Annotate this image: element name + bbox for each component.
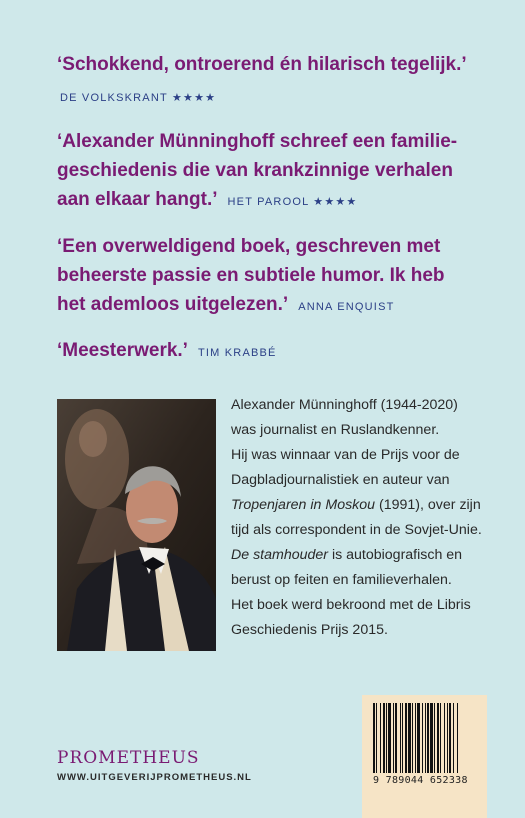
quote-line: ‘Een overweldigend boek, geschreven met	[57, 236, 441, 257]
bio-line: Het boek werd bekroond met de Libris	[231, 597, 471, 613]
quote-enquist	[57, 232, 445, 322]
barcode-bar	[425, 703, 426, 773]
quote-line: geschiedenis die van krankzinnige verhalen	[57, 160, 453, 181]
quote-source: HET PAROOL ★★★★	[227, 196, 358, 208]
barcode-bar	[427, 703, 429, 773]
quote-line: beheerste passie en subtiele humor. Ik heb	[57, 265, 445, 286]
barcode-panel	[362, 695, 487, 818]
barcode-bar	[386, 703, 387, 773]
bio-line	[231, 493, 521, 518]
barcode-bar	[447, 703, 448, 773]
barcode-bar	[430, 703, 433, 773]
quote-line: ‘Alexander Münninghoff schreef een familie-	[57, 131, 458, 152]
barcode-bar	[393, 703, 394, 773]
author-photo	[57, 399, 216, 651]
bio-line: was journalist en Ruslandkenner.	[231, 422, 440, 438]
barcode-bar	[408, 703, 411, 773]
publisher-url: WWW.UITGEVERIJPROMETHEUS.NL	[57, 772, 252, 783]
barcode-bar	[402, 703, 403, 773]
quote-text: ‘Schokkend, ontroerend én hilarisch tegelijk.’	[57, 54, 467, 75]
book-title: Tropenjaren in Moskou	[231, 497, 376, 513]
barcode-number: 9 789044 652338	[373, 775, 468, 786]
quote-line: het ademloos uitgelezen.’	[57, 294, 289, 315]
bio-text: (1991), over zijn	[375, 497, 481, 513]
book-title: De stamhouder	[231, 547, 328, 563]
quote-source: ANNA ENQUIST	[298, 301, 395, 313]
barcode-bar	[422, 703, 423, 773]
barcode-bar	[412, 703, 413, 773]
barcode-bar	[417, 703, 420, 773]
barcode-bar	[457, 703, 458, 773]
barcode-bar	[373, 703, 375, 773]
quote-volkskrant	[57, 50, 467, 79]
barcode-bar	[434, 703, 435, 773]
publisher-logo: PROMETHEUS	[57, 748, 200, 768]
bio-line: Geschiedenis Prijs 2015.	[231, 622, 388, 638]
barcode-bar	[440, 703, 441, 773]
bio-line: berust op feiten en familieverhalen.	[231, 572, 452, 588]
quote-source: DE VOLKSKRANT ★★★★	[60, 92, 217, 104]
barcode-bar	[453, 703, 454, 773]
barcode-bar	[380, 703, 381, 773]
barcode-bar	[383, 703, 385, 773]
bio-text: is autobiografisch en	[328, 547, 463, 563]
author-photo-illustration	[57, 399, 216, 651]
bio-line: Alexander Münninghoff (1944-2020)	[231, 397, 458, 413]
quote-krabbe	[57, 336, 277, 368]
quote-source: TIM KRABBÉ	[197, 347, 277, 359]
bio-line: Hij was winnaar van de Prijs voor de	[231, 447, 460, 463]
barcode-bar	[437, 703, 439, 773]
barcode-bar	[405, 703, 407, 773]
quote-text: ‘Meesterwerk.’	[57, 340, 188, 361]
quote-line: aan elkaar hangt.’	[57, 189, 218, 210]
barcode-bar	[444, 703, 445, 773]
bio-line: Dagbladjournalistiek en auteur van	[231, 472, 450, 488]
author-bio	[231, 393, 521, 643]
barcode-bar	[376, 703, 377, 773]
barcode-icon	[373, 703, 498, 783]
barcode-bar	[395, 703, 397, 773]
bio-line	[231, 543, 521, 568]
barcode-bar	[415, 703, 416, 773]
bio-line: tijd als correspondent in de Sovjet-Unie.	[231, 522, 482, 538]
barcode-bar	[400, 703, 401, 773]
barcode-bar	[449, 703, 451, 773]
barcode-bar	[388, 703, 391, 773]
quote-parool	[57, 127, 457, 217]
